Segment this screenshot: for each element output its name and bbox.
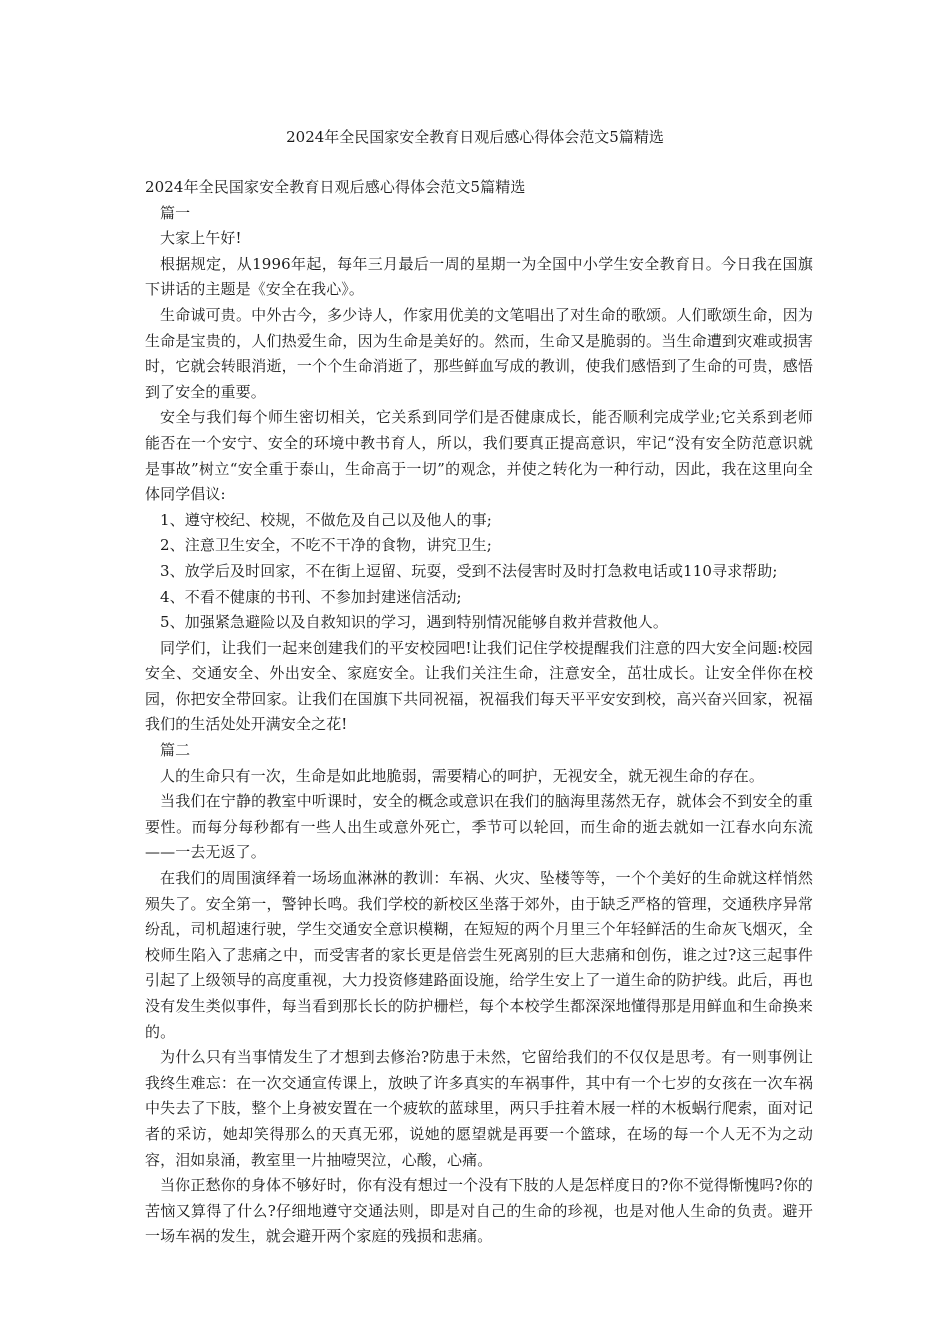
paragraph: 当你正愁你的身体不够好时，你有没有想过一个没有下肢的人是怎样度日的?你不觉得惭愧吗?你的苦恼又算得了什么?仔细地遵守交通法则，即是对自己的生命的珍视，也是对他人生命的负责。避开一场车祸的发生，就会避开两个家庭的残损和悲痛。	[145, 1176, 813, 1246]
list-item: 3、放学后及时回家，不在街上逗留、玩耍，受到不法侵害时及时打急救电话或110寻求帮助;	[160, 561, 778, 580]
paragraph: 在我们的周围演绎着一场场血淋淋的教训：车祸、火灾、坠楼等等，一个个美好的生命就这样悄然殒失了。安全第一，警钟长鸣。我们学校的新校区坐落于郊外，由于缺乏严格的管理，交通秩序异常纷乱，司机超速行驶，学生交通安全意识模糊，在短短的两个月里三个年轻鲜活的生命灰飞烟灭，全校师生陷入了悲痛之中，而受害者的家长更是倍尝生死离别的巨大悲痛和创伤，谁之过?这三起事件引起了上级领导的高度重视，大力投资修建路面设施，给学生安上了一道生命的防护线。此后，再也没有发生类似事件，每当看到那长长的防护栅栏，每个本校学生都深深地懂得那是用鲜血和生命换来的。	[145, 869, 813, 1041]
section-heading-2: 篇二	[160, 741, 191, 760]
paragraph: 根据规定，从1996年起，每年三月最后一周的星期一为全国中小学生安全教育日。今日我在国旗下讲话的主题是《安全在我心》。	[145, 254, 813, 299]
list-item: 5、加强紧急避险以及自救知识的学习，遇到特别情况能够自救并营救他人。	[160, 613, 668, 632]
section-heading-1: 篇一	[160, 203, 191, 222]
list-item: 2、注意卫生安全，不吃不干净的食物，讲究卫生;	[160, 536, 492, 555]
paragraph: 当我们在宁静的教室中听课时，安全的概念或意识在我们的脑海里荡然无存，就体会不到安全的重要性。而每分每秒都有一些人出生或意外死亡，季节可以轮回，而生命的逝去就如一江春水向东流——一去无返了。	[145, 792, 813, 862]
body-subtitle: 2024年全民国家安全教育日观后感心得体会范文5篇精选	[145, 178, 526, 196]
document-body	[145, 175, 813, 1250]
paragraph: 人的生命只有一次，生命是如此地脆弱，需要精心的呵护，无视安全，就无视生命的存在。	[160, 766, 765, 785]
list-item: 4、不看不健康的书刊、不参加封建迷信活动;	[160, 587, 462, 606]
paragraph: 安全与我们每个师生密切相关，它关系到同学们是否健康成长，能否顺利完成学业;它关系到老师能否在一个安宁、安全的环境中教书育人，所以，我们要真正提高意识，牢记“没有安全防范意识就是事故”树立“安全重于泰山，生命高于一切”的观念，并使之转化为一种行动，因此，我在这里向全体同学倡议:	[145, 408, 813, 504]
paragraph: 同学们，让我们一起来创建我们的平安校园吧!让我们记住学校提醒我们注意的四大安全问题:校园安全、交通安全、外出安全、家庭安全。让我们关注生命，注意安全，茁壮成长。让安全伴你在校园，你把安全带回家。让我们在国旗下共同祝福，祝福我们每天平平安安到校，高兴奋兴回家，祝福我们的生活处处开满安全之花!	[145, 638, 813, 734]
list-item: 1、遵守校纪、校规，不做危及自己以及他人的事;	[160, 510, 492, 529]
paragraph: 为什么只有当事情发生了才想到去修治?防患于未然，它留给我们的不仅仅是思考。有一则事例让我终生难忘：在一次交通宣传课上，放映了许多真实的车祸事件，其中有一个七岁的女孩在一次车祸中失去了下肢，整个上身被安置在一个疲软的蓝球里，两只手拄着木屐一样的木板蜗行爬索，面对记者的采访，她却笑得那么的天真无邪，说她的愿望就是再要一个篮球，在场的每一个人无不为之动容，泪如泉涌，教室里一片抽噎哭泣，心酸，心痛。	[145, 1048, 813, 1169]
document-title: 2024年全民国家安全教育日观后感心得体会范文5篇精选	[286, 128, 664, 146]
paragraph: 生命诚可贵。中外古今，多少诗人，作家用优美的文笔唱出了对生命的歌颂。人们歌颂生命，因为生命是宝贵的，人们热爱生命，因为生命是美好的。然而，生命又是脆弱的。当生命遭到灾难或损害时，它就会转眼消逝，一个个生命消逝了，那些鲜血写成的教训，使我们感悟到了生命的可贵，感悟到了安全的重要。	[145, 305, 813, 401]
paragraph: 大家上午好!	[160, 229, 242, 248]
